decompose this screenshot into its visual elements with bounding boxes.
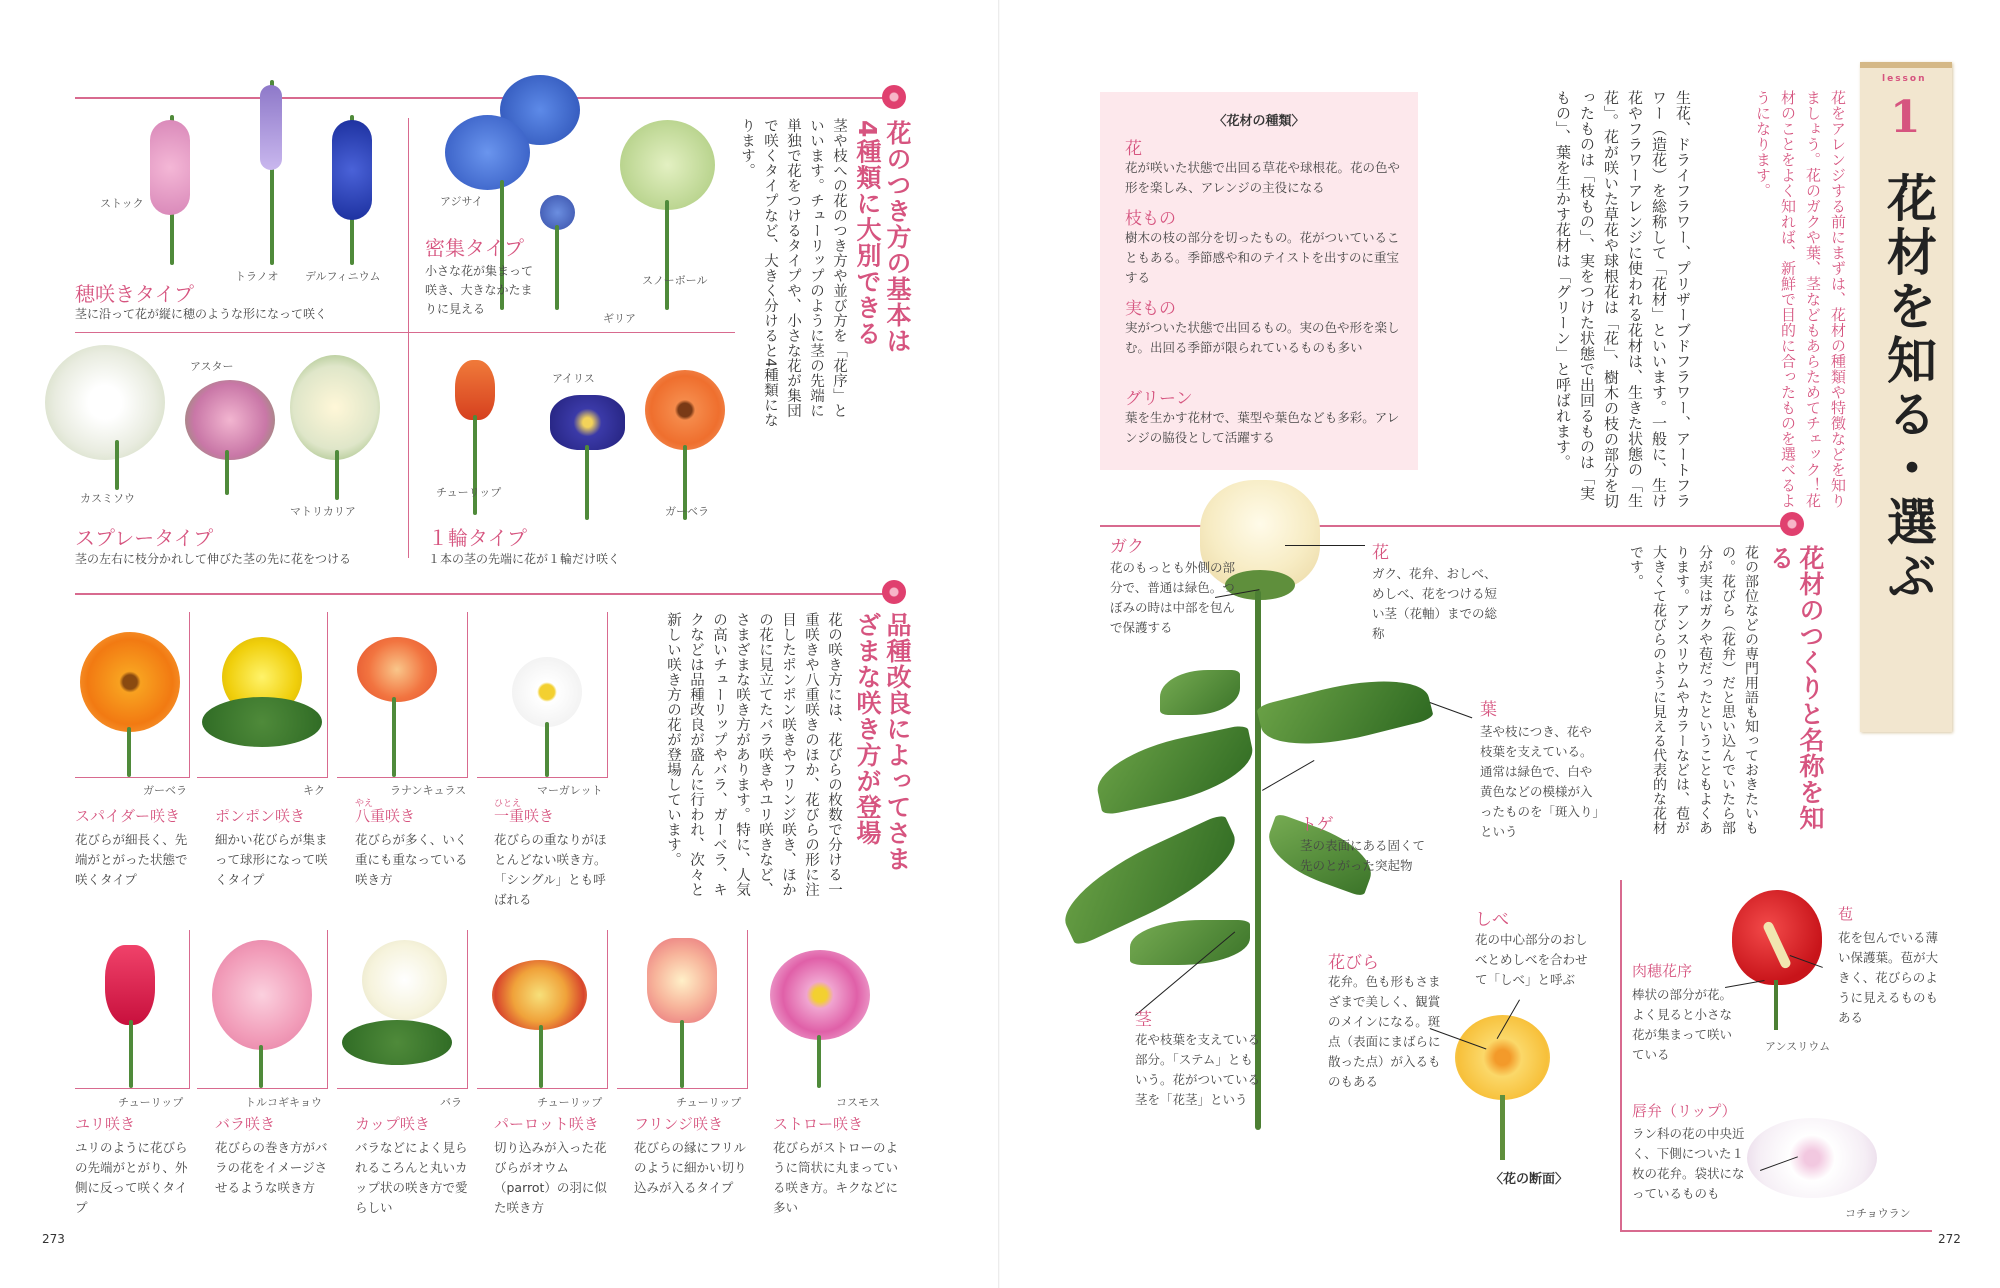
type-name: グリーン <box>1125 389 1193 409</box>
section2-body: 花の咲き方には、花びらの枚数で分ける一重咲きや八重咲きのほか、花びらの形に注目したポンポン咲きやフリンジ咲き、ほかの花に見立てたバラ咲きやユリ咲きなど、さまざまな咲き方があります。特に、人気の高いチューリップやバラ、ガーベラ、キクなどは品種改良が盛んに行われ、次々と新しい咲き方の花が登場しています。 <box>665 612 842 897</box>
lip-label: 唇弁（リップ） <box>1632 1102 1737 1120</box>
flower-name-gilia: ギリア <box>603 312 636 325</box>
part-label-flower: 花 <box>1372 543 1389 563</box>
intro-text: 生花、ドライフラワー、プリザーブドフラワー、アートフラワー（造花）を総称して「花材」といいます。一般に、生け花やフラワーアレンジに使われる花材は、生きた状態の「生花」。花が咲いた草花や球根花は「花」、樹木の枝の部分を切ったものは「枝もの」、実をつけた状態で出回るものは「実もの」、葉を生かす花材は「グリーン」と呼ばれます。 <box>1554 90 1692 509</box>
grid-horizontal-divider <box>75 332 735 333</box>
flower-name-gerbera: ガーベラ <box>665 505 709 518</box>
right-page <box>1000 0 2000 1288</box>
type-title-spray: スプレータイプ <box>75 526 214 550</box>
type-name: 実もの <box>1125 299 1176 319</box>
ruby-text: やえ <box>355 799 374 809</box>
style-desc: 花びらがストローのように筒状に丸まっている咲き方。キクなどに多い <box>773 1140 899 1215</box>
style-title: 一重咲き <box>494 807 555 825</box>
style-desc: バラなどによく見られるころんと丸いカップ状の咲き方で愛らしい <box>355 1140 468 1215</box>
type-title-single: １輪タイプ <box>428 526 527 550</box>
style-desc: 切り込みが入った花びらがオウム（parrot）の羽に似た咲き方 <box>494 1140 607 1215</box>
style-title: フリンジ咲き <box>634 1115 724 1133</box>
type-desc: 花が咲いた状態で出回る草花や球根花。花の色や形を楽しみ、アレンジの主役になる <box>1125 160 1401 195</box>
cross-section-caption: 〈花の断面〉 <box>1490 1172 1569 1187</box>
photo-frame <box>75 612 190 778</box>
blossom-icon <box>882 85 906 109</box>
flower-name-delphinium: デルフィニウム <box>305 270 381 283</box>
flower-name-aster: アスター <box>190 360 234 373</box>
section2-top-rule <box>75 593 885 595</box>
photo-frame <box>75 930 190 1089</box>
type-name: 枝もの <box>1125 209 1176 229</box>
style-flower-name: バラ <box>440 1096 462 1109</box>
callout-line <box>1285 545 1365 546</box>
bract-desc: 花を包んでいる薄い保護葉。苞が大きく、花びらのように見えるものもある <box>1838 930 1939 1025</box>
photo-frame <box>337 930 468 1089</box>
style-flower-name: キク <box>303 784 325 797</box>
style-desc: 花びらの重なりがほとんどない咲き方。「シングル」とも呼ばれる <box>494 832 607 907</box>
style-flower-name: コスモス <box>836 1096 880 1109</box>
lesson-label: lesson <box>1882 74 1927 84</box>
type-desc: 樹木の枝の部分を切ったもの。花がついていることもある。季節感や和のテイストを出すのに重宝する <box>1125 230 1400 285</box>
flower-name-gypsophila: カスミソウ <box>80 492 135 505</box>
section1-body: 茎や枝への花のつき方や並び方を「花序」といいます。チューリップのように茎の先端に単独で花をつけるタイプや、小さな花が集団で咲くタイプなど、大きく分けると4種類になります。 <box>739 118 847 428</box>
flower-name-hydrangea: アジサイ <box>440 195 483 208</box>
type-desc-dense: 小さな花が集まって咲き、大きなかたまりに見える <box>425 264 534 316</box>
style-title: ストロー咲き <box>773 1115 864 1133</box>
style-flower-name: チューリップ <box>118 1096 184 1109</box>
style-title: スパイダー咲き <box>75 807 181 825</box>
style-desc: 花びらの巻き方がバラの花をイメージさせるような咲き方 <box>215 1140 328 1195</box>
spadix-label: 肉穂花序 <box>1632 962 1693 980</box>
lead-text: 花をアレンジする前にまずは、花材の種類や特徴などを知りましょう。花のガクや葉、茎などもあらためてチェック！花材のことをよく知れば、新鮮で目的に合ったものを選べるようになります。 <box>1754 90 1847 509</box>
lip-desc: ラン科の花の中央近く、下側についた１枚の花弁。袋状になっているものも <box>1632 1126 1745 1201</box>
photo-frame <box>197 612 328 778</box>
type-desc: 葉を生かす花材で、葉型や葉色なども多彩。アレンジの脇役として活躍する <box>1125 410 1400 445</box>
flower-name-orchid: コチョウラン <box>1845 1207 1911 1220</box>
part-desc-stem: 花や枝葉を支えている部分。「ステム」ともいう。花がついている茎を「花茎」という <box>1135 1032 1261 1107</box>
photo-frame <box>477 930 608 1089</box>
part-desc-petal: 花弁。色も形もさまざまで美しく、観賞のメインになる。斑点（表面にまばらに散った点）が入るものもある <box>1328 974 1441 1089</box>
blossom-icon <box>1780 512 1804 536</box>
style-title: 八重咲き <box>355 807 416 825</box>
types-box-title: 〈花材の種類〉 <box>1213 114 1305 129</box>
style-desc: 細かい花びらが集まって球形になって咲くタイプ <box>215 832 328 887</box>
ear-type-photos <box>110 75 390 265</box>
page-title: 花材を知る・選ぶ <box>1879 172 1938 604</box>
flower-name-stock: ストック <box>100 197 144 210</box>
style-desc: 花びらが多く、いく重にも重なっている咲き方 <box>355 832 468 887</box>
photo-frame <box>477 612 608 778</box>
type-name: 花 <box>1125 139 1142 159</box>
part-label-petal: 花びら <box>1328 953 1379 973</box>
bract-label: 苞 <box>1838 905 1854 923</box>
cross-section-photo <box>1450 1010 1560 1160</box>
part-desc-flower: ガク、花弁、おしべ、めしべ、花をつける短い茎（花軸）までの総称 <box>1372 566 1498 641</box>
types-box <box>1100 92 1418 470</box>
section-body: 花の部位などの専門用語も知っておきたいもの。花びら（花弁）だと思い込んでいたら部分が実はガクや苞だったということもよくあります。アンスリウムやカラーなどは、苞が大きくて花びらのように見える代表的な花材です。 <box>1628 545 1759 835</box>
style-flower-name: マーガレット <box>537 784 603 797</box>
part-label-stamens: しべ <box>1475 910 1509 930</box>
cosmos-photo <box>765 940 875 1088</box>
part-label-calyx: ガク <box>1110 537 1144 557</box>
part-desc-thorn: 茎の表面にある固くて先のとがった突起物 <box>1300 838 1426 873</box>
style-title: バラ咲き <box>215 1115 276 1133</box>
part-label-stem: 茎 <box>1135 1010 1152 1030</box>
flower-name-matricaria: マトリカリア <box>290 505 356 518</box>
part-label-thorn: トゲ <box>1300 815 1334 835</box>
style-desc: 花びらが細長く、先端がとがった状態で咲くタイプ <box>75 832 188 887</box>
part-desc-leaf: 茎や枝につき、花や枝葉を支えている。通常は緑色で、白や黄色などの模様が入ったものを「斑入り」という <box>1480 724 1599 839</box>
type-desc-spray: 茎の左右に枝分かれして伸びた茎の先に花をつける <box>75 552 352 566</box>
blossom-icon <box>882 580 906 604</box>
style-flower-name: ラナンキュラス <box>390 784 467 797</box>
section2-heading: 品種改良によってさまざまな咲き方が登場 <box>853 612 912 872</box>
flower-name-iris: アイリス <box>552 372 595 385</box>
photo-frame <box>617 930 748 1089</box>
spadix-desc: 棒状の部分が花。よく見ると小さな花が集まって咲いている <box>1632 987 1733 1062</box>
photo-frame <box>197 930 328 1089</box>
flower-name-toranoo: トラノオ <box>235 270 279 283</box>
style-flower-name: ガーベラ <box>143 784 187 797</box>
flower-name-anthurium: アンスリウム <box>1765 1040 1831 1053</box>
type-desc-single: １本の茎の先端に花が１輪だけ咲く <box>428 552 621 566</box>
style-desc: 花びらの縁にフリルのように細かい切り込みが入るタイプ <box>634 1140 747 1195</box>
section-heading: 花材のつくりと名称を知る <box>1766 545 1825 831</box>
style-flower-name: トルコギキョウ <box>245 1096 322 1109</box>
style-flower-name: チューリップ <box>537 1096 603 1109</box>
flower-name-snowball: スノーボール <box>642 274 708 287</box>
style-title: カップ咲き <box>355 1115 430 1133</box>
style-title: ユリ咲き <box>75 1115 136 1133</box>
style-title: ポンポン咲き <box>215 807 306 825</box>
page-number-left: 273 <box>42 1232 65 1246</box>
lesson-banner <box>1860 62 1952 732</box>
part-desc-stamens: 花の中心部分のおしべとめしべを合わせて「しべ」と呼ぶ <box>1475 932 1588 987</box>
type-title-ear: 穂咲きタイプ <box>75 282 194 306</box>
photo-frame <box>337 612 468 778</box>
style-desc: ユリのように花びらの先端がとがり、外側に反って咲くタイプ <box>75 1140 188 1215</box>
flower-name-tulip: チューリップ <box>436 486 502 499</box>
section1-heading: 花のつき方の基本は4種類に大別できる <box>853 120 912 354</box>
part-desc-calyx: 花のもっとも外側の部分で、普通は緑色。つぼみの時は中部を包んで保護する <box>1110 560 1236 635</box>
ruby-text: ひとえ <box>494 799 522 809</box>
style-flower-name: チューリップ <box>676 1096 742 1109</box>
type-desc: 実がついた状態で出回るもの。実の色や形を楽しむ。出回る季節が限られているものも多い <box>1125 320 1400 355</box>
lesson-number: 1 <box>1890 92 1921 143</box>
part-label-leaf: 葉 <box>1480 700 1497 720</box>
grid-vertical-divider <box>408 118 409 558</box>
style-title: パーロット咲き <box>494 1115 599 1133</box>
page-number-right: 272 <box>1938 1232 1961 1246</box>
type-desc-ear: 茎に沿って花が縦に穂のような形になって咲く <box>75 307 328 321</box>
type-title-dense: 密集タイプ <box>425 236 524 260</box>
